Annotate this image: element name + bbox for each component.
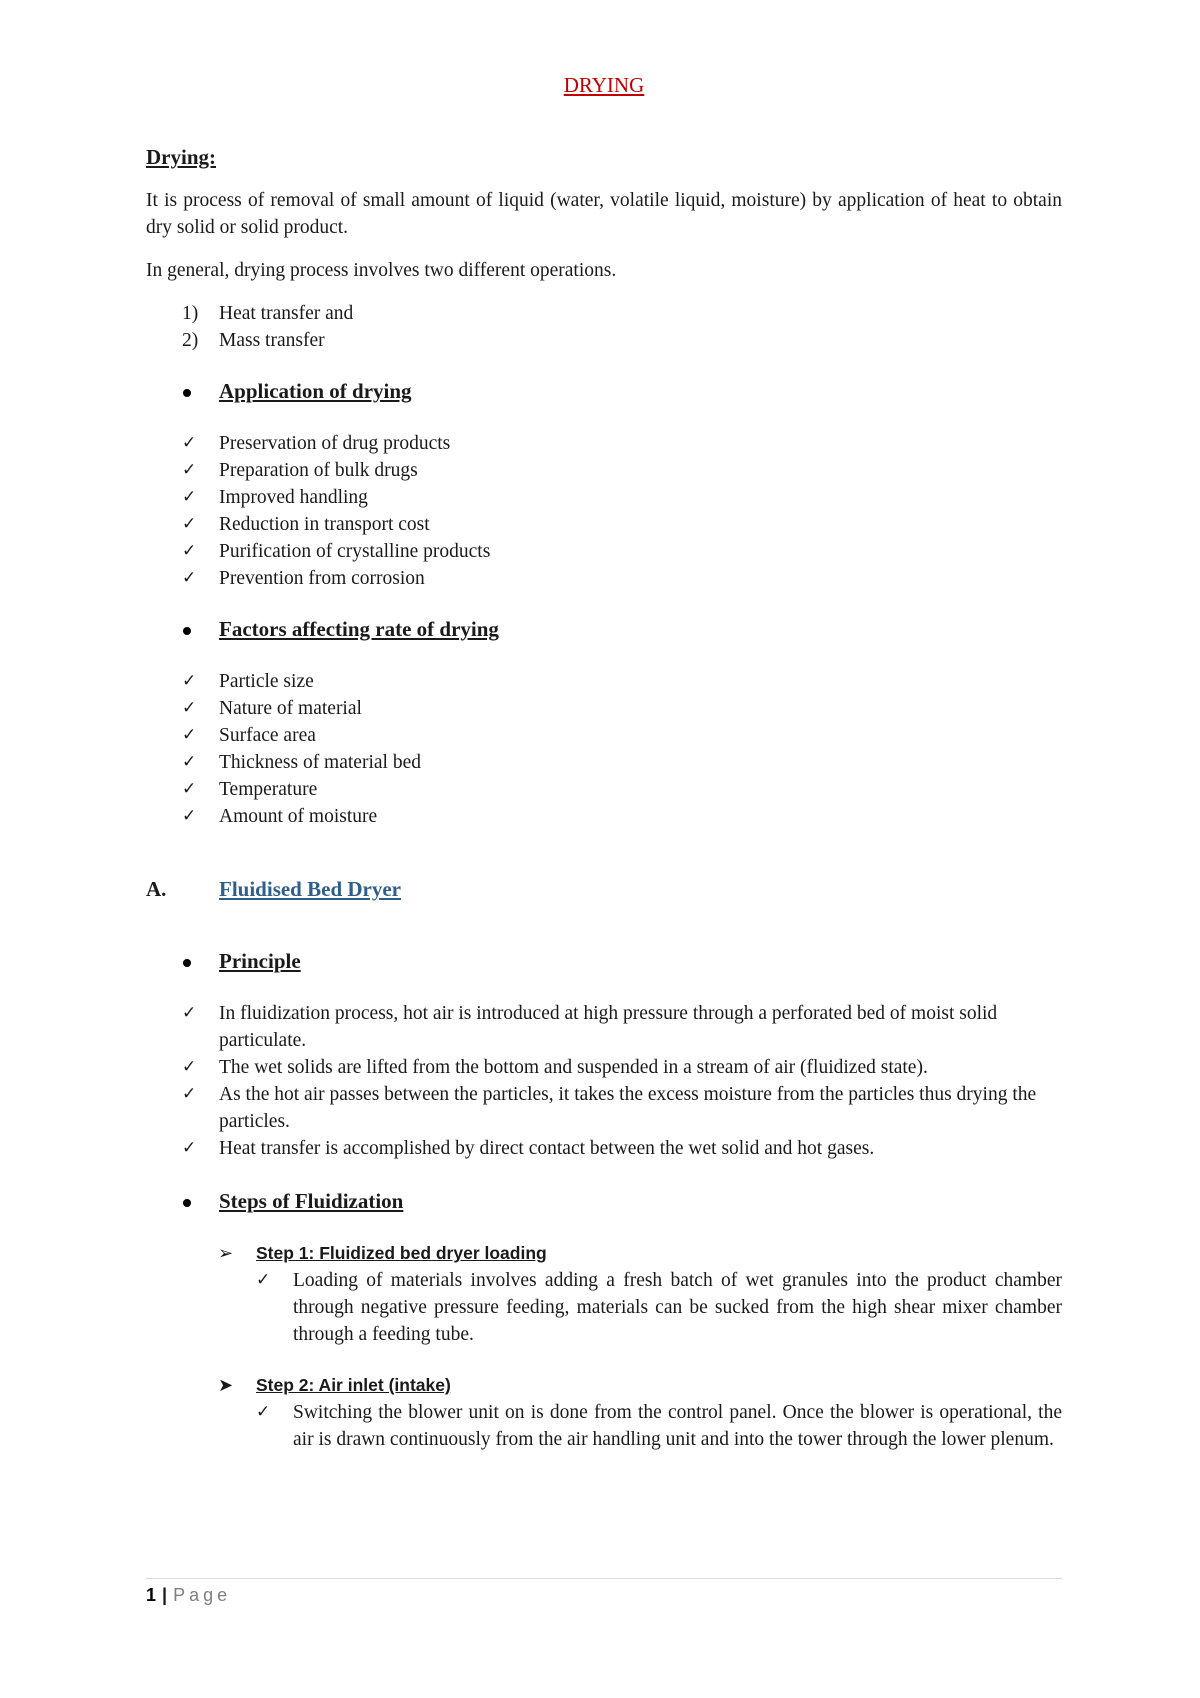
document-title: DRYING [563,73,645,97]
step-2-label: Step 2: Air inlet (intake) [256,1375,451,1395]
list-item [146,300,1062,327]
list-item [146,776,1062,803]
factors-heading-text: Factors affecting rate of drying [219,617,499,641]
check-icon: ✓ [182,514,197,534]
list-item-text: Thickness of material bed [219,752,421,773]
applications-heading-text: Application of drying [219,379,412,403]
factors-heading [146,616,1062,646]
check-icon: ✓ [182,806,197,826]
list-item-text: Reduction in transport cost [219,514,430,535]
steps-heading [146,1188,1062,1218]
list-item [146,1135,1062,1162]
principle-list [146,1000,1062,1162]
list-item [146,1054,1062,1081]
section-letter: A. [146,877,167,901]
step-1-heading [146,1240,1062,1267]
steps-heading-text: Steps of Fluidization [219,1189,404,1213]
list-item [146,430,1062,457]
list-item-text: Surface area [219,725,316,746]
list-item [146,1081,1062,1135]
list-item-text: Mass transfer [219,330,325,351]
bullet-dot-icon [183,1199,191,1207]
arrow-bullet-icon: ➢ [218,1243,234,1264]
list-item-text: Nature of material [219,698,362,719]
list-number: 1) [182,303,199,324]
applications-list [146,430,1062,592]
list-item-text: As the hot air passes between the particles, it takes the excess moisture from the particles thus drying the particles. [219,1084,1037,1132]
check-icon: ✓ [256,1270,271,1290]
operations-list [146,300,1062,354]
check-icon: ✓ [182,725,197,745]
list-item-text: Preparation of bulk drugs [219,460,418,481]
page-label: Page [173,1585,232,1605]
step-2-text: Switching the blower unit on is done from the control panel. Once the blower is operational, the air is drawn continuously from the air handling unit and into the tower through the lower plenum. [293,1402,1062,1450]
check-icon: ✓ [182,1057,197,1077]
footer-separator: | [162,1585,168,1605]
principle-heading [146,948,1062,978]
list-item-text: Particle size [219,671,314,692]
list-item-text: Prevention from corrosion [219,568,425,589]
step-1-text: Loading of materials involves adding a fresh batch of wet granules into the product chamber through negative pressure feeding, materials can be sucked from the high shear mixer chamber through a feeding tube. [293,1270,1062,1345]
definition-paragraph: It is process of removal of small amount of liquid (water, volatile liquid, moisture) by application of heat to obtain dry solid or solid product. [146,190,1062,238]
list-item-text: Purification of crystalline products [219,541,491,562]
list-item [146,327,1062,354]
drying-heading: Drying: [146,145,216,169]
check-icon: ✓ [182,433,197,453]
step-1-label: Step 1: Fluidized bed dryer loading [256,1243,547,1263]
check-icon: ✓ [256,1402,271,1422]
list-item-text: Improved handling [219,487,368,508]
list-item [146,538,1062,565]
list-item-text: Preservation of drug products [219,433,451,454]
section-name: Fluidised Bed Dryer [219,877,401,901]
list-item [146,749,1062,776]
section-a-heading [146,876,1062,908]
page-number: 1 [146,1585,157,1605]
list-item-text: Heat transfer is accomplished by direct contact between the wet solid and hot gases. [219,1138,875,1159]
check-icon: ✓ [182,671,197,691]
factors-list [146,668,1062,830]
list-item [146,1000,1062,1054]
list-item [146,668,1062,695]
list-item [146,695,1062,722]
step-2-item [146,1399,1062,1453]
general-paragraph: In general, drying process involves two different operations. [146,260,617,281]
list-item [146,565,1062,592]
check-icon: ✓ [182,1084,197,1104]
check-icon: ✓ [182,779,197,799]
check-icon: ✓ [182,487,197,507]
list-item-text: Temperature [219,779,318,800]
check-icon: ✓ [182,1003,197,1023]
list-number: 2) [182,330,199,351]
check-icon: ✓ [182,568,197,588]
list-item-text: Heat transfer and [219,303,354,324]
check-icon: ✓ [182,752,197,772]
check-icon: ✓ [182,698,197,718]
bullet-dot-icon [183,627,191,635]
applications-heading [146,378,1062,408]
list-item-text: In fluidization process, hot air is introduced at high pressure through a perforated bed of moist solid particulate. [219,1003,998,1051]
bullet-dot-icon [183,389,191,397]
list-item-text: The wet solids are lifted from the bottom and suspended in a stream of air (fluidized state). [219,1057,928,1078]
list-item [146,484,1062,511]
bullet-dot-icon [183,959,191,967]
list-item [146,803,1062,830]
page-footer [146,1578,1062,1615]
page-content [146,72,1062,1453]
list-item [146,457,1062,484]
arrow-bullet-icon: ➤ [218,1375,234,1396]
check-icon: ✓ [182,541,197,561]
step-1-item [146,1267,1062,1348]
list-item [146,722,1062,749]
list-item [146,511,1062,538]
principle-heading-text: Principle [219,949,301,973]
check-icon: ✓ [182,1138,197,1158]
list-item-text: Amount of moisture [219,806,378,827]
step-2-heading [146,1372,1062,1399]
check-icon: ✓ [182,460,197,480]
